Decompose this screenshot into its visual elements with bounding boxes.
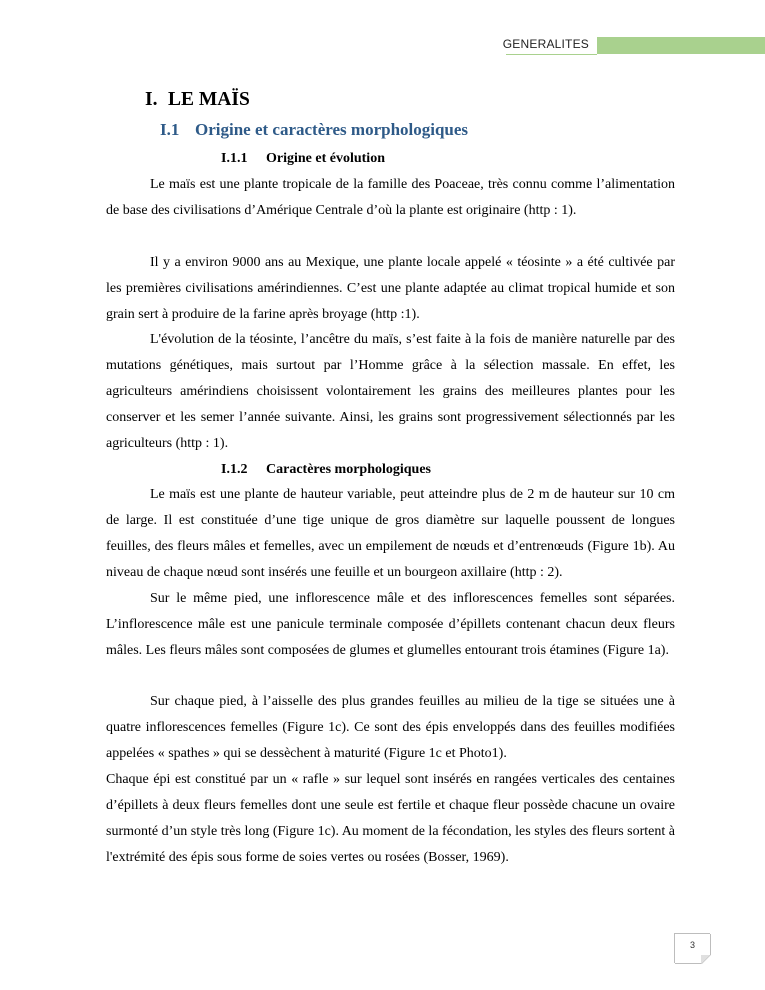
subsection-heading-origine	[221, 151, 385, 167]
paragraph: Le maïs est une plante de hauteur variable, peut atteindre plus de 2 m de hauteur sur 10 cm de large. Il est constituée d’une tige unique de gros diamètre sur laquelle poussent de longues feuilles, des fleurs mâles et femelles, avec un empilement de nœuds et d’entrenœuds (Figure 1b). Au niveau de chaque nœud sont insérés une feuille et un bourgeon axillaire (http : 2).	[106, 487, 675, 580]
paragraph: Il y a environ 9000 ans au Mexique, une plante locale appelé « téosinte » a été cultivée par les premières civilisations amérindiennes. C’est une plante adaptée au climat tropical humide et son grain sert à produire de la farine après broyage (http :1).	[106, 255, 675, 322]
running-header: GENERALITES	[502, 37, 589, 51]
paragraph: Chaque épi est constitué par un « rafle » sur lequel sont insérés en rangées verticales des centaines d’épillets à deux fleurs femelles dont une seule est fertile et chaque fleur possède chacune un ovaire surmonté d’un style très long (Figure 1c). Au moment de la fécondation, les styles des fleurs sortent à l'extrémité des épis sous forme de soies vertes ou rosées (Bosser, 1969).	[106, 772, 675, 865]
subsection-title: Origine et évolution	[266, 151, 385, 166]
chapter-number: I.	[145, 89, 158, 110]
subsection-heading-morphologie	[221, 462, 431, 478]
header-accent-bar	[597, 37, 765, 54]
paragraph: Le maïs est une plante tropicale de la famille des Poaceae, très connu comme l’alimentation de base des civilisations d’Amérique Centrale d’où la plante est originaire (http : 1).	[106, 177, 675, 218]
chapter-title: LE MAÏS	[168, 89, 250, 110]
section-heading	[160, 120, 468, 140]
section-title: Origine et caractères morphologiques	[195, 120, 469, 139]
page-curl-icon	[701, 955, 711, 964]
subsection-number: I.1.1	[221, 151, 248, 166]
chapter-heading	[145, 89, 250, 111]
page-number: 3	[689, 940, 695, 950]
page-number-box	[674, 933, 710, 963]
section-number: I.1	[160, 120, 180, 139]
paragraph: Sur le même pied, une inflorescence mâle et des inflorescences femelles sont séparées. L’inflorescence mâle est une panicule terminale composée d’épillets contenant chacun deux fleurs mâles. Les fleurs mâles sont composées de glumes et glumelles entourant trois étamines (Figure 1a).	[106, 591, 675, 658]
subsection-title: Caractères morphologiques	[266, 462, 431, 477]
paragraph: L'évolution de la téosinte, l’ancêtre du maïs, s’est faite à la fois de manière naturelle par des mutations génétiques, mais surtout par l’Homme grâce à la sélection massale. En effet, les agriculteurs amérindiens choisissent volontairement les grains des meilleures plantes pour les conserver et les semer l’année suivante. Ainsi, les grains sont progressivement sélectionnés par les agriculteurs (http : 1).	[106, 332, 675, 451]
header-rule	[506, 54, 597, 55]
subsection-number: I.1.2	[221, 462, 248, 477]
paragraph: Sur chaque pied, à l’aisselle des plus grandes feuilles au milieu de la tige se situées une à quatre inflorescences femelles (Figure 1c). Ce sont des épis enveloppés dans des feuilles modifiées appelées « spathes » qui se dessèchent à maturité (Figure 1c et Photo1).	[106, 694, 675, 761]
